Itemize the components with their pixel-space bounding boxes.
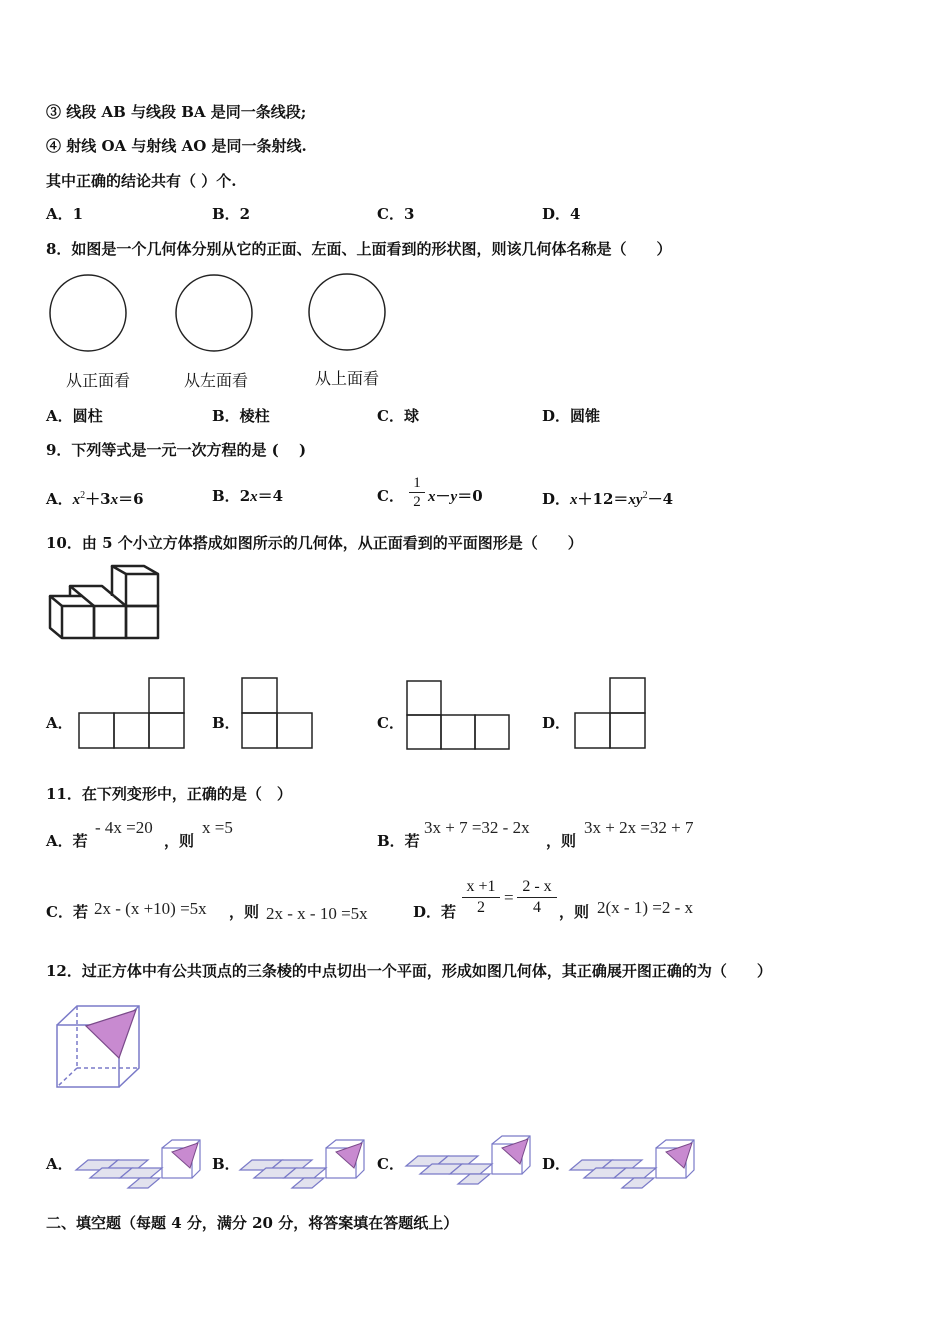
q8-option-a: A．圆柱 [46,407,103,425]
q11-a-result: x =5 [202,818,233,837]
q7-option-d: D．4 [542,205,581,223]
q9-option-b: B．2x＝4 [212,487,284,505]
q10-option-d-label: D． [542,714,571,732]
q7-statement-3: ③ 线段 AB 与线段 BA 是同一条线段; [46,103,307,121]
q7-prompt: 其中正确的结论共有（ ）个. [46,172,237,190]
q11-c-given: 2x - (x +10) =5x [94,899,207,918]
q12-option-b-label: B． [212,1155,240,1173]
q11-a-given: - 4x =20 [95,818,153,837]
q11-d-equals: = [504,888,514,907]
q11-c-result: 2x - x - 10 =5x [266,904,368,923]
q8-option-b: B．棱柱 [212,407,270,425]
q8-option-d: D．圆锥 [542,407,601,425]
q8-option-c: C．球 [377,407,419,425]
q12-option-c-label: C． [377,1155,404,1173]
q11-b-given: 3x + 7 =32 - 2x [424,818,530,837]
q11-a-then: ，则 [164,832,195,850]
q8-caption-top: 从上面看 [315,369,380,388]
q11-d-fraction-right: $\frac{2 - x}{4}$ [517,877,557,918]
q12-option-c-net [406,1136,530,1184]
q9-option-d: D．$x+12=xy^2-4$ [542,490,673,508]
q12-option-a-label: A． [46,1155,73,1173]
q10-option-c-label: C． [377,714,404,732]
q7-option-b: B．2 [212,205,251,223]
q11-b-then: ，则 [546,832,577,850]
q8-caption-front: 从正面看 [66,371,131,390]
q11-c-then: ，则 [229,903,260,921]
q7-option-a: A．1 [46,205,84,223]
q11-b-result: 3x + 2x =32 + 7 [584,818,694,837]
q10-option-a-label: A． [46,714,73,732]
section2-title: 二、填空题（每题 4 分，满分 20 分，将答案填在答题纸上） [46,1214,459,1232]
q11-stem: 11．在下列变形中，正确的是（ ） [46,785,292,803]
q11-d-fraction-left: $\frac{x +1}{2}$ [462,877,500,918]
q11-d-then: ，则 [559,903,590,921]
q12-option-d-label: D． [542,1155,571,1173]
q11-d-label: D．若 [413,903,457,921]
q9-option-a: A．$x^2+3x=6$ [46,490,144,508]
q9-stem: 9．下列等式是一元一次方程的是 ( ) [46,441,307,459]
q7-option-c: C．3 [377,205,415,223]
q7-statement-4: ④ 射线 OA 与射线 AO 是同一条射线. [46,137,307,155]
q8-caption-left: 从左面看 [184,371,249,390]
q11-d-result: 2(x - 1) =2 - x [597,898,693,917]
q9-option-c-expr: x－y＝0 [428,487,483,505]
q10-option-b-label: B． [212,714,240,732]
q12-option-d-net [570,1140,694,1188]
q10-stem: 10．由 5 个小立方体搭成如图所示的几何体，从正面看到的平面图形是（ ） [46,534,583,552]
q9-option-c-label: C． [377,487,404,505]
q12-stem: 12．过正方体中有公共顶点的三条棱的中点切出一个平面，形成如图几何体，其正确展开图正确的为（ ） [46,962,772,980]
q11-b-label: B．若 [377,832,420,850]
q8-stem: 8．如图是一个几何体分别从它的正面、左面、上面看到的形状图，则该几何体名称是（ ） [46,240,672,258]
q12-option-b-net [240,1140,364,1188]
q9-c-fraction: $\frac{1}{2}$ [409,474,425,511]
q11-c-label: C．若 [46,903,88,921]
q12-option-a-net [76,1140,200,1188]
q11-a-label: A．若 [46,832,88,850]
